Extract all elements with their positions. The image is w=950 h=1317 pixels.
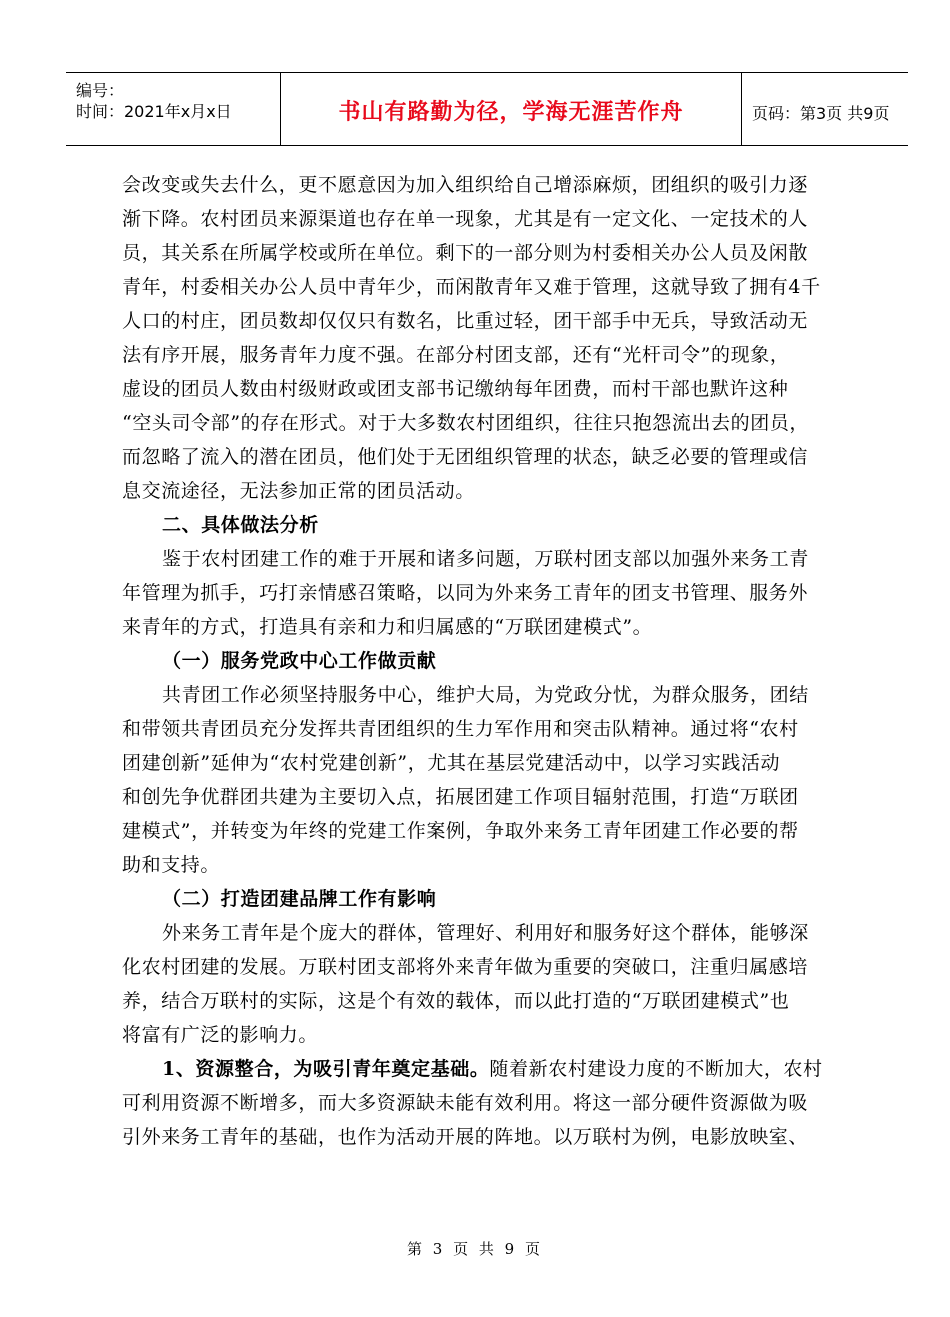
body-line: 来青年的方式，打造具有亲和力和归属感的“万联团建模式”。 (122, 616, 653, 638)
body-line: 人口的村庄，团员数却仅仅只有数名，比重过轻，团干部手中无兵，导致活动无 (122, 310, 809, 332)
body-line: 引外来务工青年的基础，也作为活动开展的阵地。以万联村为例，电影放映室、 (122, 1126, 809, 1148)
body-line: 青年，村委相关办公人员中青年少，而闲散青年又难于管理，这就导致了拥有4千 (122, 276, 821, 298)
body-line: 息交流途径，无法参加正常的团员活动。 (122, 480, 475, 502)
body-line: 可利用资源不断增多，而大多资源缺未能有效利用。将这一部分硬件资源做为吸 (122, 1092, 809, 1114)
body-line: 化农村团建的发展。万联村团支部将外来青年做为重要的突破口，注重归属感培 (122, 956, 809, 978)
subsection-heading: （二）打造团建品牌工作有影响 (162, 888, 437, 910)
section-heading: 二、具体做法分析 (162, 514, 319, 536)
body-line: 年管理为抓手，巧打亲情感召策略，以同为外来务工青年的团支书管理、服务外 (122, 582, 809, 604)
body-line: “空头司令部”的存在形式。对于大多数农村团组织，往往只抱怨流出去的团员， (122, 412, 810, 434)
body-line: 养，结合万联村的实际，这是个有效的载体，而以此打造的“万联团建模式”也 (122, 990, 790, 1012)
body-line: 助和支持。 (122, 854, 221, 876)
document-body (122, 168, 862, 1154)
body-line: 会改变或失去什么，更不愿意因为加入组织给自己增添麻烦，团组织的吸引力逐 (122, 174, 809, 196)
body-line: 和创先争优群团共建为主要切入点，拓展团建工作项目辐射范围，打造“万联团 (122, 786, 799, 808)
document-code-label: 编号： (76, 81, 125, 100)
body-line: 外来务工青年是个庞大的群体，管理好、利用好和服务好这个群体，能够深 (162, 922, 809, 944)
body-line: 渐下降。农村团员来源渠道也存在单一现象，尤其是有一定文化、一定技术的人 (122, 208, 809, 230)
body-line: 虚设的团员人数由村级财政或团支部书记缴纳每年团费，而村干部也默许这种 (122, 378, 789, 400)
header-meta-cell (66, 73, 281, 145)
header-slogan-cell (281, 73, 742, 145)
body-line: 而忽略了流入的潜在团员，他们处于无团组织管理的状态，缺乏必要的管理或信 (122, 446, 809, 468)
header-page-info: 页码：第3页 共9页 (752, 104, 890, 123)
page-footer: 第 3 页 共 9 页 (407, 1240, 543, 1258)
body-line: 鉴于农村团建工作的难于开展和诸多问题，万联村团支部以加强外来务工青 (162, 548, 809, 570)
body-line: 将富有广泛的影响力。 (122, 1024, 319, 1046)
body-line-mixed (122, 1052, 862, 1086)
body-line: 和带领共青团员充分发挥共青团组织的生力军作用和突击队精神。通过将“农村 (122, 718, 799, 740)
inline-text: 随着新农村建设力度的不断加大，农村 (489, 1058, 823, 1080)
body-line: 共青团工作必须坚持服务中心，维护大局，为党政分忧，为群众服务，团结 (162, 684, 809, 706)
body-line: 建模式”，并转变为年终的党建工作案例，争取外来务工青年团建工作必要的帮 (122, 820, 799, 842)
subsection-heading: （一）服务党政中心工作做贡献 (162, 650, 437, 672)
document-time-label: 时间：2021年x月x日 (76, 102, 232, 121)
body-line: 员，其关系在所属学校或所在单位。剩下的一部分则为村委相关办公人员及闲散 (122, 242, 809, 264)
header-slogan: 书山有路勤为径，学海无涯苦作舟 (338, 100, 684, 125)
document-header (66, 72, 908, 146)
header-page-cell (742, 73, 908, 145)
body-line: 法有序开展，服务青年力度不强。在部分村团支部，还有“光杆司令”的现象， (122, 344, 790, 366)
inline-bold-lead: 1、资源整合，为吸引青年奠定基础。 (162, 1058, 490, 1080)
body-line: 团建创新”延伸为“农村党建创新”，尤其在基层党建活动中，以学习实践活动 (122, 752, 781, 774)
